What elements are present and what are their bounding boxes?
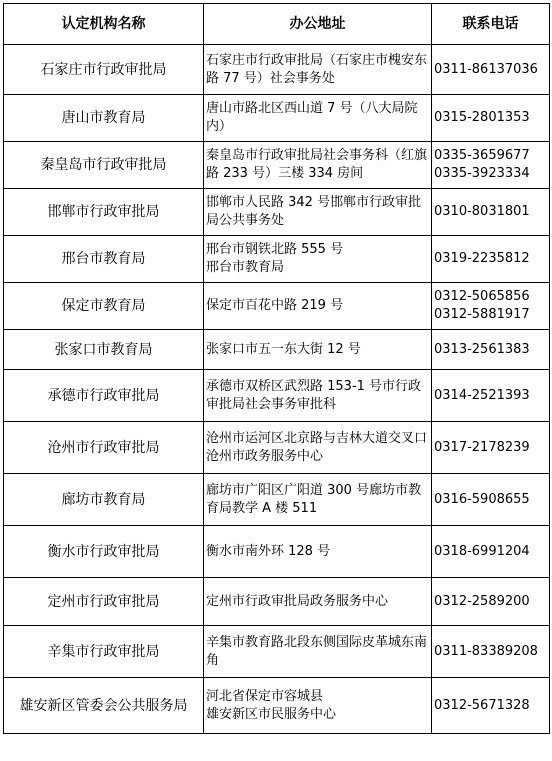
phone-number: 0316-5908655	[434, 491, 530, 507]
org-name-cell: 石家庄市行政审批局	[4, 45, 204, 95]
address-line: 河北省保定市容城县	[206, 688, 324, 704]
address-line: 邢台市教育局	[206, 260, 285, 275]
table-row	[4, 370, 550, 422]
table-row	[4, 626, 550, 678]
org-name-cell: 保定市教育局	[4, 283, 204, 330]
phone-cell	[432, 236, 550, 283]
table-row	[4, 474, 550, 526]
table-header-row	[4, 4, 550, 45]
org-name-cell: 唐山市教育局	[4, 95, 204, 142]
table-row	[4, 45, 550, 95]
certification-agencies-table	[3, 3, 550, 734]
phone-cell	[432, 45, 550, 95]
phone-number: 0318-6991204	[434, 543, 530, 559]
table-row	[4, 283, 550, 330]
phone-number: 0312-2589200	[434, 593, 530, 609]
address-cell	[204, 474, 432, 526]
address-line: 秦皇岛市行政审批局社会事务科（红旗路 233 号）三楼 334 房间	[206, 148, 428, 181]
address-cell	[204, 626, 432, 678]
phone-cell	[432, 422, 550, 474]
address-cell	[204, 330, 432, 370]
phone-number: 0313-2561383	[434, 341, 530, 357]
phone-cell	[432, 370, 550, 422]
address-line: 承德市双桥区武烈路 153-1 号市行政审批局社会事务审批科	[206, 378, 422, 412]
phone-number: 0317-2178239	[434, 439, 530, 455]
address-line: 定州市行政审批局政务服务中心	[206, 593, 389, 609]
table-row	[4, 330, 550, 370]
phone-cell	[432, 283, 550, 330]
header-address: 办公地址	[204, 4, 432, 45]
phone-cell	[432, 189, 550, 236]
address-cell	[204, 678, 432, 734]
address-cell	[204, 283, 432, 330]
header-org: 认定机构名称	[4, 4, 204, 45]
address-line: 辛集市教育路北段东侧国际皮革城东南角	[206, 634, 428, 668]
org-name-cell: 秦皇岛市行政审批局	[4, 142, 204, 189]
address-line: 张家口市五一东大街 12 号	[206, 341, 361, 357]
org-name-cell: 定州市行政审批局	[4, 578, 204, 626]
phone-number: 0312-5881917	[434, 307, 530, 322]
phone-number: 0312-5671328	[434, 697, 530, 713]
address-line: 保定市百花中路 219 号	[206, 298, 344, 313]
address-cell	[204, 370, 432, 422]
org-name-cell: 邯郸市行政审批局	[4, 189, 204, 236]
address-line: 沧州市运河区北京路与吉林大道交叉口 沧州市政务服务中心	[206, 430, 428, 464]
address-cell	[204, 45, 432, 95]
org-name-cell: 张家口市教育局	[4, 330, 204, 370]
phone-cell	[432, 578, 550, 626]
phone-cell	[432, 330, 550, 370]
address-line: 邯郸市人民路 342 号邯郸市行政审批局公共事务处	[206, 195, 422, 228]
table-row	[4, 578, 550, 626]
table-row	[4, 526, 550, 578]
address-line: 衡水市南外环 128 号	[206, 543, 331, 559]
phone-cell	[432, 95, 550, 142]
phone-cell	[432, 678, 550, 734]
phone-number: 0311-86137036	[434, 61, 538, 77]
phone-number: 0314-2521393	[434, 387, 530, 403]
phone-number: 0312-5065856	[434, 289, 530, 304]
address-cell	[204, 189, 432, 236]
phone-number: 0315-2801353	[434, 110, 530, 125]
phone-cell	[432, 626, 550, 678]
address-line: 雄安新区市民服务中心	[206, 706, 337, 722]
address-line: 廊坊市广阳区广阳道 300 号廊坊市教育局教学 A 楼 511	[206, 482, 422, 516]
table-row	[4, 236, 550, 283]
address-cell	[204, 526, 432, 578]
address-cell	[204, 142, 432, 189]
header-phone: 联系电话	[432, 4, 550, 45]
address-cell	[204, 95, 432, 142]
org-name-cell: 承德市行政审批局	[4, 370, 204, 422]
address-cell	[204, 578, 432, 626]
address-cell	[204, 422, 432, 474]
table-row	[4, 189, 550, 236]
org-name-cell: 辛集市行政审批局	[4, 626, 204, 678]
org-name-cell: 雄安新区管委会公共服务局	[4, 678, 204, 734]
phone-number: 0311-83389208	[434, 643, 538, 659]
phone-number: 0319-2235812	[434, 251, 530, 266]
org-name-cell: 邢台市教育局	[4, 236, 204, 283]
phone-number: 0310-8031801	[434, 204, 530, 219]
phone-cell	[432, 526, 550, 578]
address-cell	[204, 236, 432, 283]
table-row	[4, 142, 550, 189]
address-line: 邢台市钢铁北路 555 号	[206, 242, 344, 257]
table-row	[4, 422, 550, 474]
org-name-cell: 衡水市行政审批局	[4, 526, 204, 578]
table-body	[4, 45, 550, 734]
org-name-cell: 廊坊市教育局	[4, 474, 204, 526]
phone-number: 0335-3659677	[434, 148, 530, 163]
table-row	[4, 95, 550, 142]
org-name-cell: 沧州市行政审批局	[4, 422, 204, 474]
phone-number: 0335-3923334	[434, 166, 530, 181]
address-line: 石家庄市行政审批局（石家庄市槐安东路 77 号）社会事务处	[206, 52, 428, 86]
table-row	[4, 678, 550, 734]
address-line: 唐山市路北区西山道 7 号（八大局院内）	[206, 101, 418, 134]
phone-cell	[432, 474, 550, 526]
phone-cell	[432, 142, 550, 189]
